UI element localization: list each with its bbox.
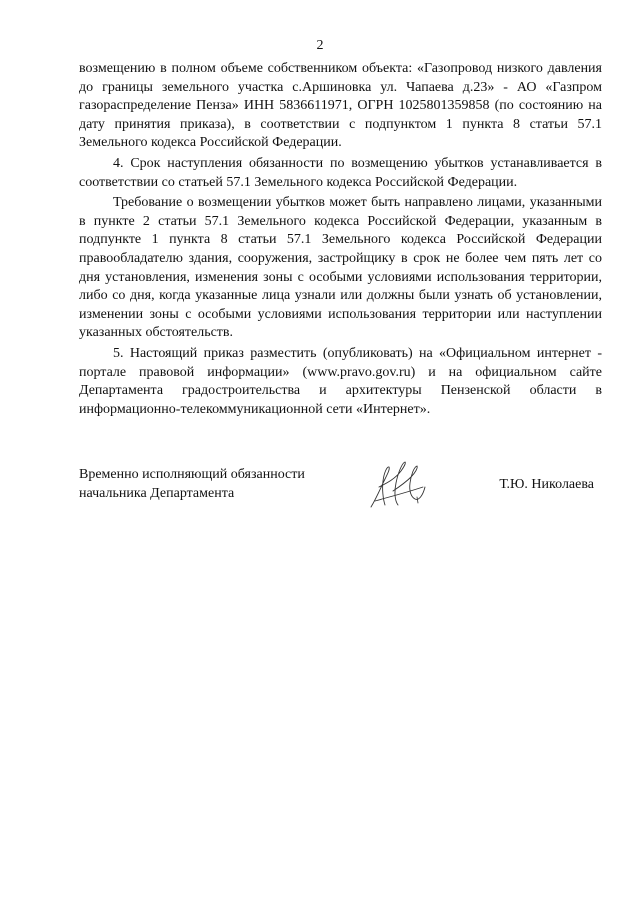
paragraph-damages-claim: Требование о возмещении убытков может быть направлено лицами, указанными в пункте 2 статьи 57.1 Земельного кодекса Российской Федерации, указанным в подпункте 1 пункта 8 статьи 57.1 Земельного кодекса Российской Федерации правообладателю здания, сооружения, застройщику в срок не более чем пять лет со дня установления, изменения зоны с особыми условиями использования территории, либо со дня, когда указанные лица узнали или должны были узнать об установлении, изменении зоны с особыми условиями использования территории или наступлении указанных обстоятельств. [79,195,602,341]
signatory-title-line-2: начальника Департамента [79,485,235,501]
signatory-title [79,466,305,503]
signatory-name: Т.Ю. Николаева [499,477,594,492]
document-body [79,60,602,419]
paragraph-continuation: возмещению в полном объеме собственником объекта: «Газопровод низкого давления до границы земельного участка с.Аршиновка ул. Чапаева д.23» - АО «Газпром газораспределение Пенза» ИНН 5836611971, ОГРН 1025801359858 (по состоянию на дату принятия приказа), в соответствии с подпунктом 1 пункта 8 статьи 57.1 Земельного кодекса Российской Федерации. [79,61,602,151]
paragraph-item-4: 4. Срок наступления обязанности по возмещению убытков устанавливается в соответствии со статьей 57.1 Земельного кодекса Российской Федерации. [79,155,602,190]
handwritten-signature [365,457,435,513]
page-number: 2 [316,38,324,53]
signatory-title-line-1: Временно исполняющий обязанности [79,467,305,482]
paragraph-item-5: 5. Настоящий приказ разместить (опубликовать) на «Официальном интернет - портале правовой информации» (www.pravo.gov.ru) и на официальном сайте Департамента градостроительства и архитектуры Пензенской области в информационно-телекоммуникационной сети «Интернет». [79,345,602,417]
signature-block [79,466,602,516]
